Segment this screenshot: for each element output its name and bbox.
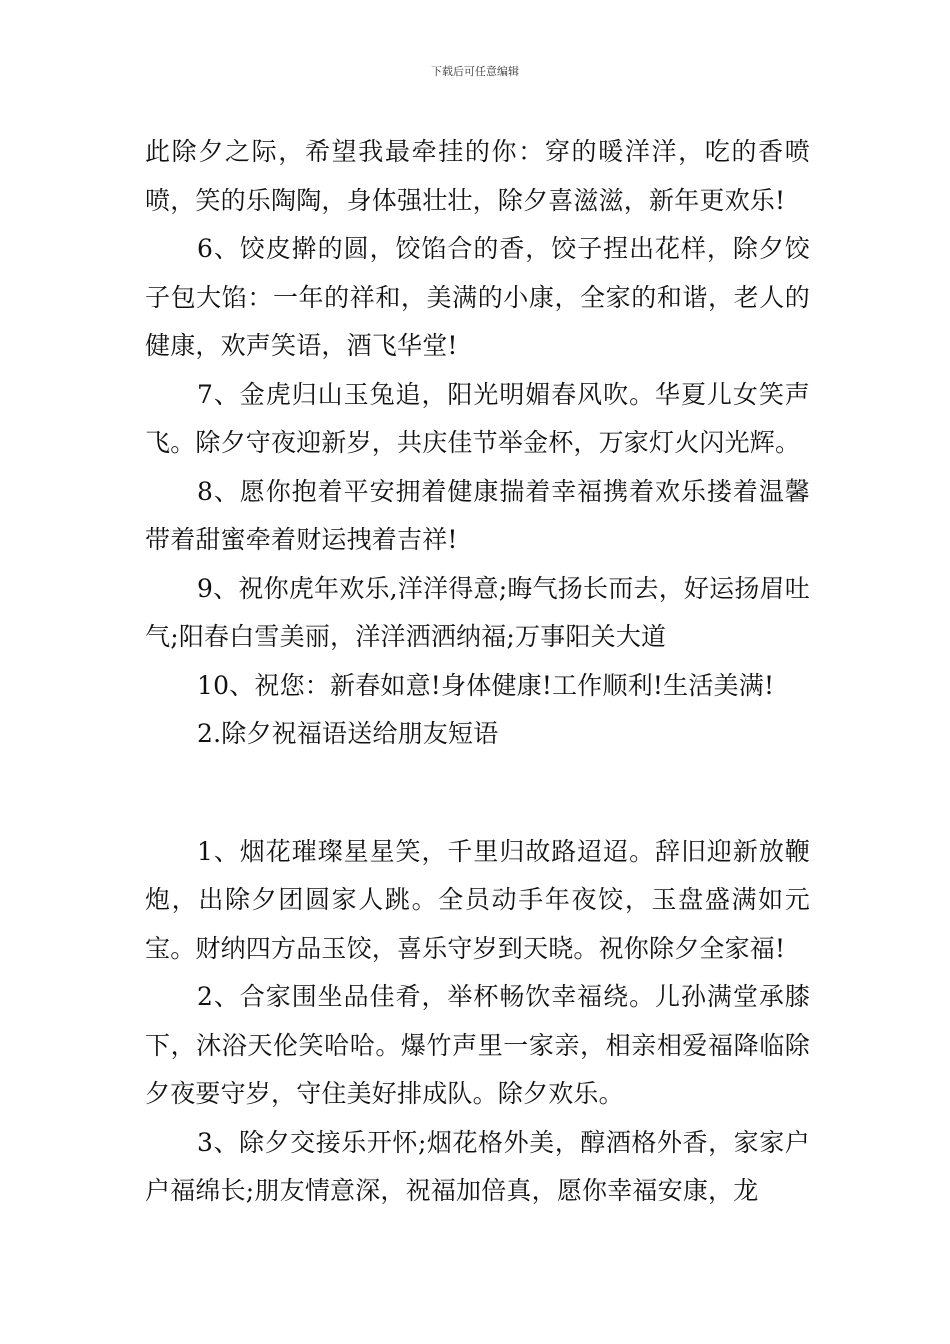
page-header: 下载后可任意编辑 — [431, 65, 519, 78]
section-heading: 2.除夕祝福语送给朋友短语 — [197, 719, 499, 748]
paragraph: 8、愿你抱着平安拥着健康揣着幸福携着欢乐搂着温馨带着甜蜜牵着财运拽着吉祥! — [145, 476, 810, 554]
paragraph: 6、饺皮擀的圆，饺馅合的香，饺子捏出花样，除夕饺子包大馅：一年的祥和，美满的小康，全家的和谐，老人的健康，欢声笑语，酒飞华堂! — [145, 234, 810, 360]
document-body — [145, 128, 810, 1216]
paragraph: 9、祝你虎年欢乐,洋洋得意;晦气扬长而去，好运扬眉吐气;阳春白雪美丽，洋洋洒洒纳福;万事阳关大道 — [145, 573, 810, 651]
paragraph: 3、除夕交接乐开怀;烟花格外美，醇酒格外香，家家户户福绵长;朋友情意深，祝福加倍真，愿你幸福安康，龙 — [145, 1127, 810, 1205]
paragraph: 2、合家围坐品佳肴，举杯畅饮幸福绕。儿孙满堂承膝下，沐浴天伦笑哈哈。爆竹声里一家亲，相亲相爱福降临除夕夜要守岁，守住美好排成队。除夕欢乐。 — [145, 982, 810, 1108]
paragraph: 10、祝您：新春如意!身体健康!工作顺利!生活美满! — [197, 670, 775, 700]
section-spacer — [145, 759, 810, 828]
paragraph: 1、烟花璀璨星星笑，千里归故路迢迢。辞旧迎新放鞭炮，出除夕团圆家人跳。全员动手年夜饺，玉盘盛满如元宝。财纳四方品玉饺，喜乐守岁到天晓。祝你除夕全家福! — [145, 836, 810, 963]
paragraph: 7、金虎归山玉兔追，阳光明媚春风吹。华夏儿女笑声飞。除夕守夜迎新岁，共庆佳节举金杯，万家灯火闪光辉。 — [145, 379, 810, 457]
paragraph: 此除夕之际，希望我最牵挂的你：穿的暖洋洋，吃的香喷喷，笑的乐陶陶，身体强壮壮，除夕喜滋滋，新年更欢乐! — [145, 137, 810, 215]
